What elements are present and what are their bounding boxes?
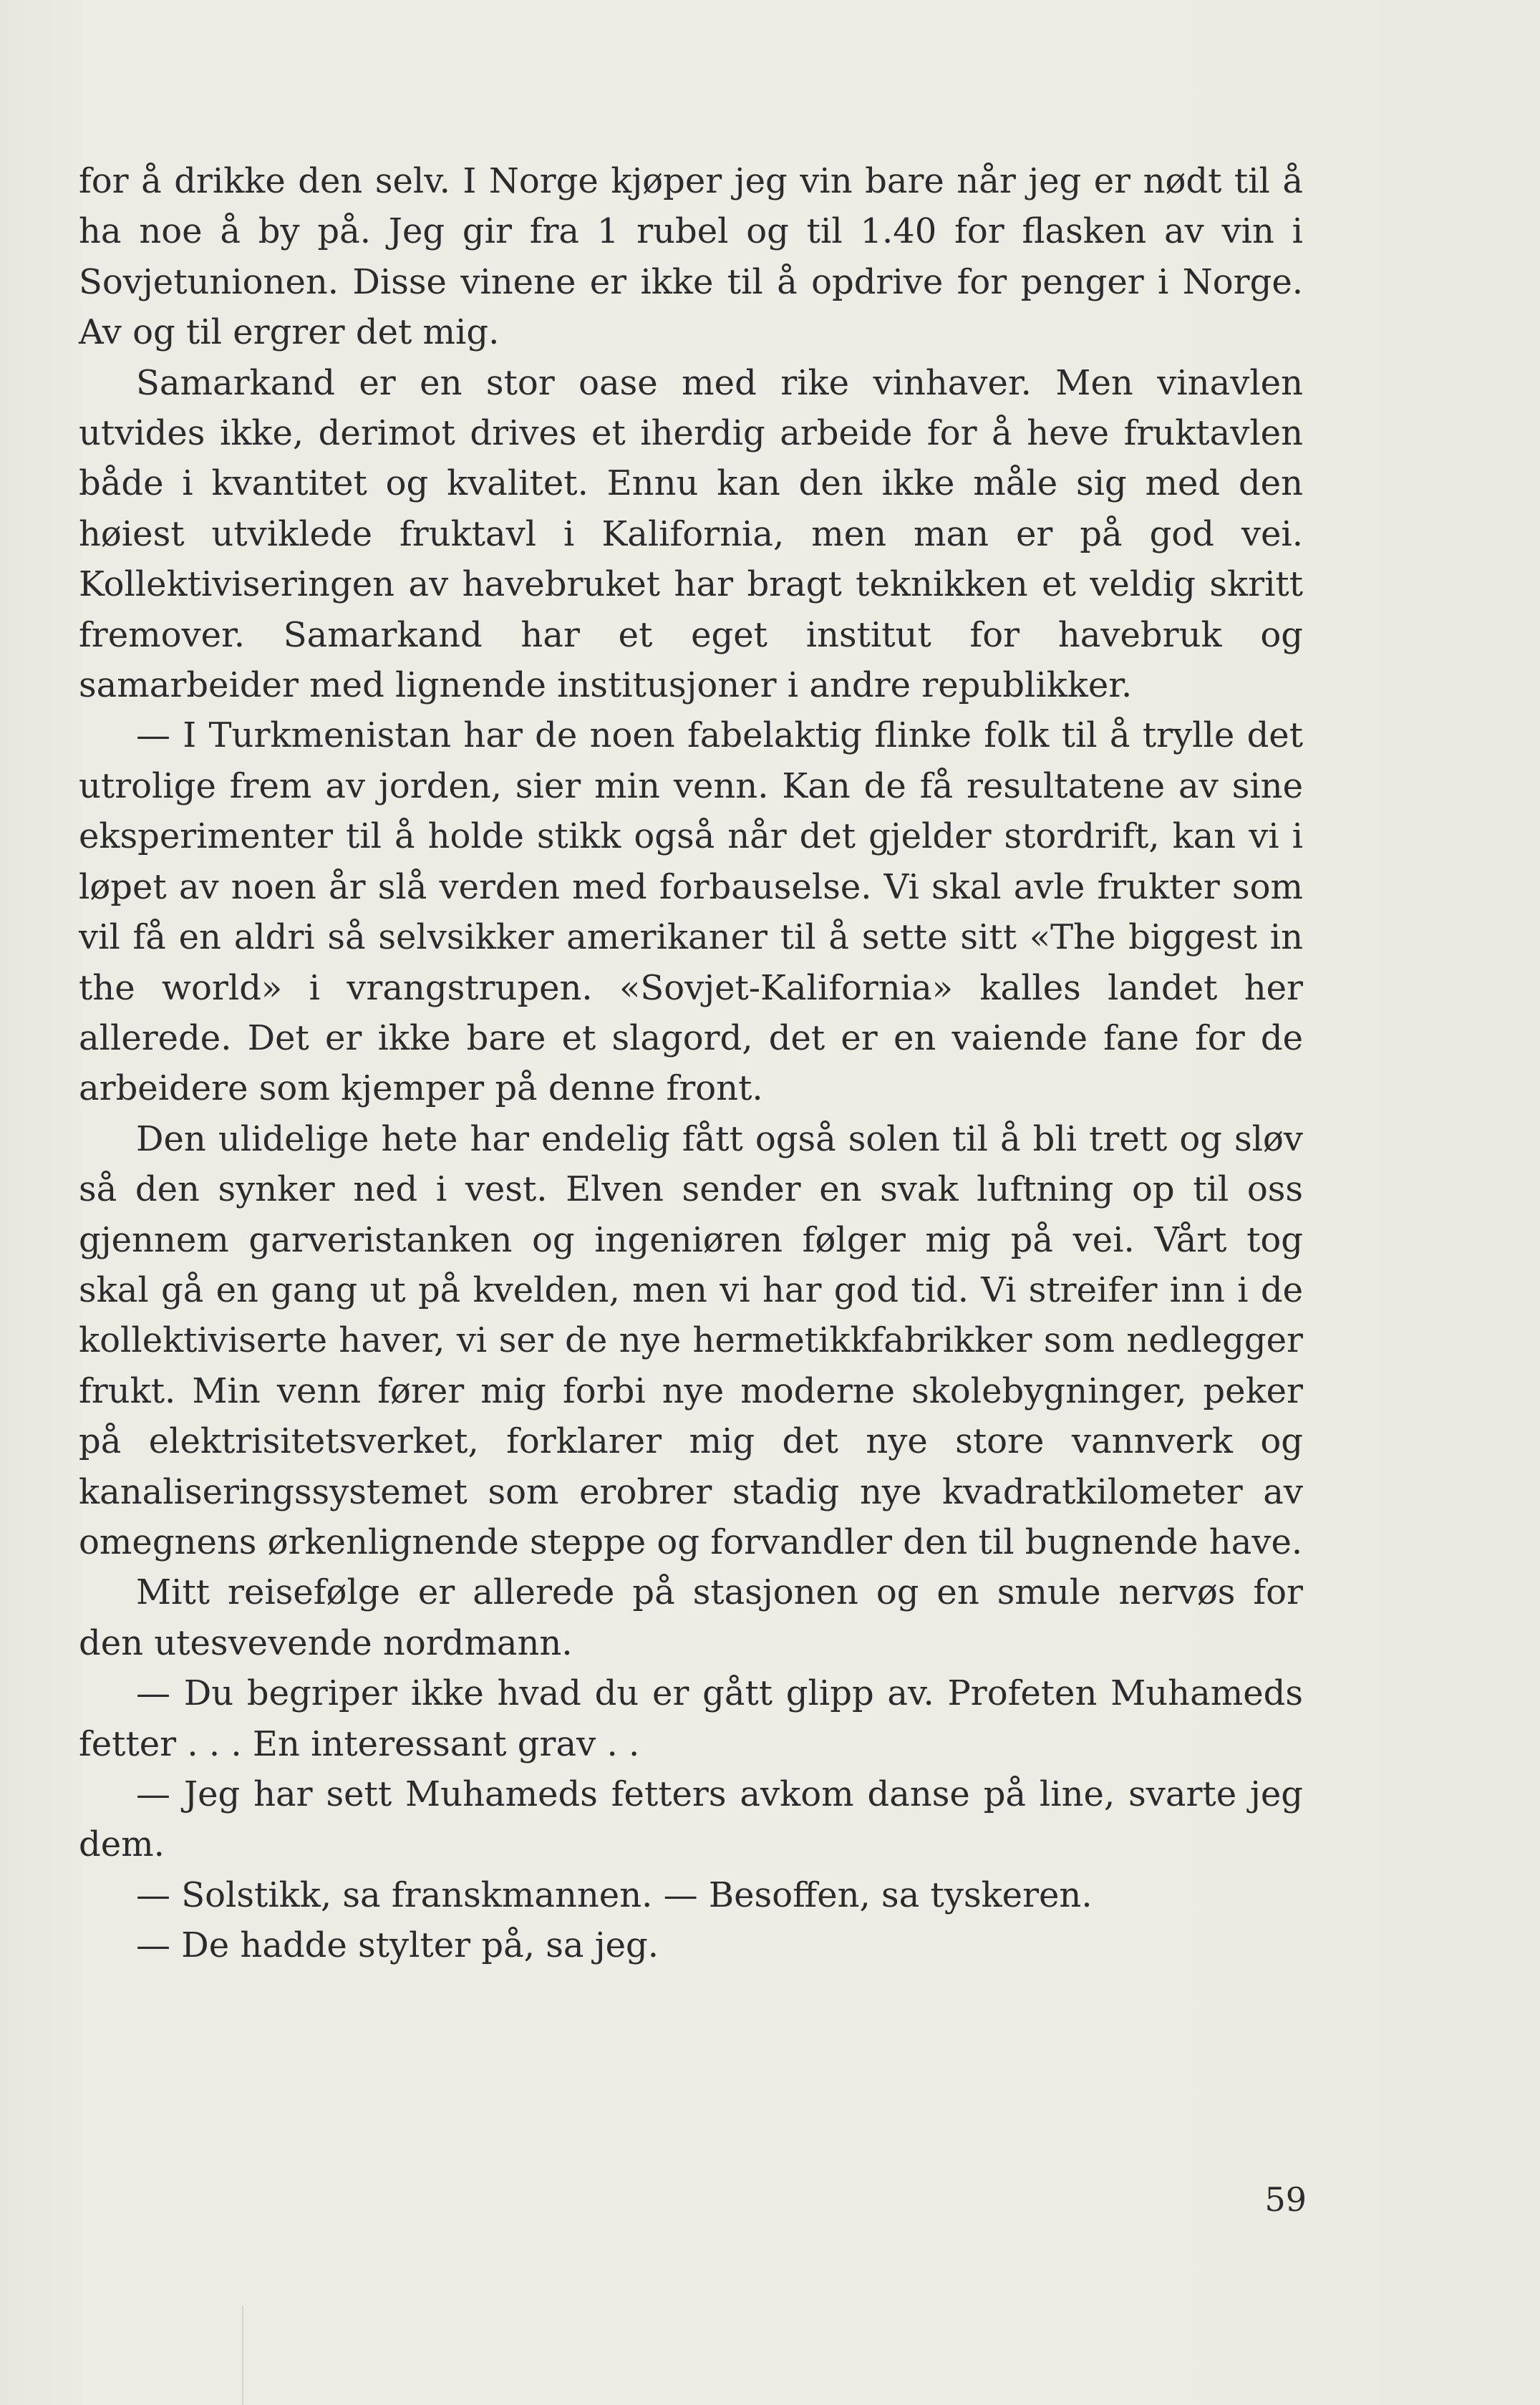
paragraph-4: Den ulidelige hete har endelig fått også solen til å bli trett og sløv så den synker ned i vest. Elven sender en svak luftning op til oss gjennem garveristanken og ingeniøren følger mig på vei. Vårt tog skal gå en gang ut på kvelden, men vi har god tid. Vi streifer inn i de kollektiviserte haver, vi ser de nye hermetikkfabrikker som nedlegger frukt. Min venn fører mig forbi nye moderne skolebygninger, peker på elektrisitetsverket, forklarer mig det nye store vannverk og kanaliseringssystemet som erobrer stadig nye kvadratkilometer av omegnens ørkenlignende steppe og forvandler den til bugnende have. bbox=[79, 1118, 1303, 1562]
paragraph-9: — De hadde stylter på, sa jeg. bbox=[136, 1925, 659, 1966]
paragraph-3: — I Turkmenistan har de noen fabelaktig flinke folk til å trylle det utrolige frem av jorden, sier min venn. Kan de få resultatene av sine eksperimenter til å holde stikk også når det gjelder stordrift, kan vi i løpet av noen år slå verden med forbauselse. Vi skal avle frukter som vil få en aldri så selvsikker amerikaner til å sette sitt «The biggest in the world» i vrangstrupen. «Sovjet-Kalifornia» kalles landet her allerede. Det er ikke bare et slagord, det er en vaiende fane for de arbeidere som kjemper på denne front. bbox=[79, 715, 1303, 1109]
binding-edge-mark bbox=[242, 2305, 243, 2405]
paragraph-2: Samarkand er en stor oase med rike vinhaver. Men vinavlen utvides ikke, derimot drives et iherdig arbeide for å heve fruktavlen både i kvantitet og kvalitet. Ennu kan den ikke måle sig med den høiest utviklede fruktavl i Kalifornia, men man er på god vei. Kollektiviseringen av havebruket har bragt teknikken et veldig skritt fremover. Samarkand har et eget institut for havebruk og samarbeider med lignende institusjoner i andre republikker. bbox=[79, 362, 1303, 706]
paragraph-7: — Jeg har sett Muhameds fetters avkom danse på line, svarte jeg dem. bbox=[79, 1774, 1303, 1865]
paragraph-8: — Solstikk, sa franskmannen. — Besoffen, sa tyskeren. bbox=[136, 1874, 1093, 1915]
paragraph-1: for å drikke den selv. I Norge kjøper jeg vin bare når jeg er nødt til å ha noe å by på. Jeg gir fra 1 rubel og til 1.40 for flasken av vin i Sovjetunionen. Disse vinene er ikke til å opdrive for penger i Norge. Av og til ergrer det mig. bbox=[79, 161, 1303, 353]
page-number: 59 bbox=[1264, 2180, 1307, 2219]
paragraph-6: — Du begriper ikke hvad du er gått glipp av. Profeten Muhameds fetter . . . En interessant grav . . bbox=[79, 1673, 1303, 1764]
paragraph-5: Mitt reisefølge er allerede på stasjonen og en smule nervøs for den utesvevende nordmann. bbox=[79, 1572, 1303, 1663]
body-text bbox=[79, 156, 1303, 1971]
